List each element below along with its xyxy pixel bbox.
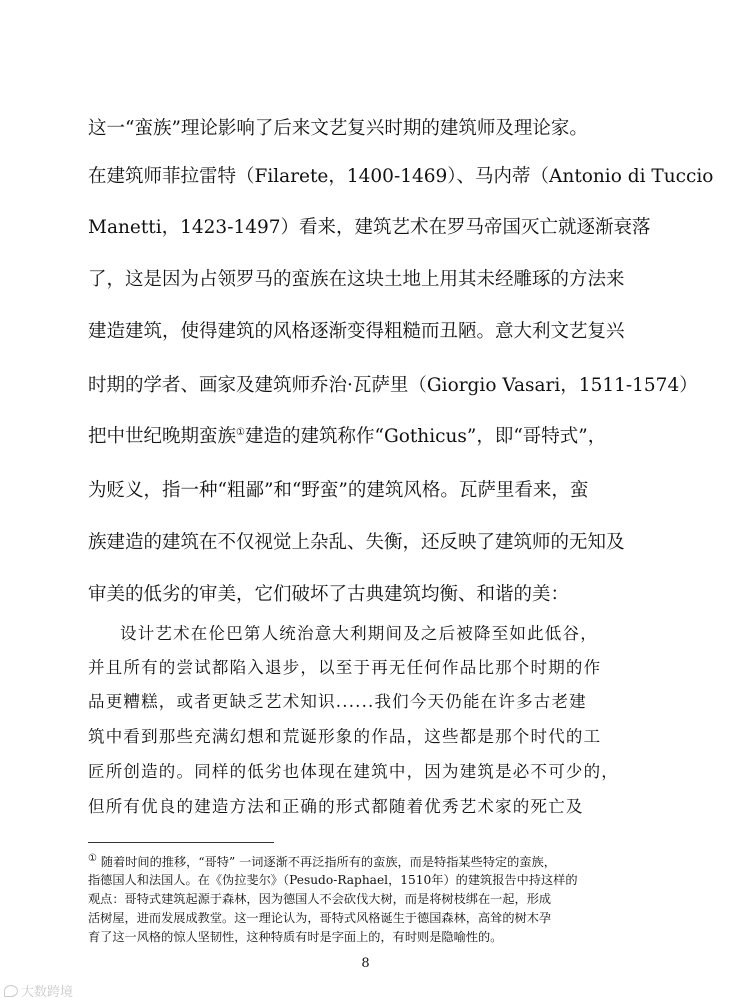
quote-line: 并且所有的尝试都陷入退步，以至于再无任何作品比那个时期的作 bbox=[88, 658, 602, 677]
footnote-line: 育了这一风格的惊人坚韧性，这种特质有时是字面上的，有时则是隐喻性的。 bbox=[88, 930, 503, 944]
body-line bbox=[88, 427, 634, 447]
body-line: Manetti，1423-1497）看来，建筑艺术在罗马帝国灭亡就逐渐衰落 bbox=[88, 217, 651, 238]
body-line: 建造建筑，使得建筑的风格逐渐变得粗糙而丑陋。意大利文艺复兴 bbox=[88, 321, 625, 342]
quote-line: 但所有优良的建造方法和正确的形式都随着优秀艺术家的死亡及 bbox=[88, 797, 584, 816]
footnote-line: 指德国人和法国人。在《伪拉斐尔》（Pesudo-Raphael，1510年）的建筑报告中持这样的 bbox=[88, 873, 578, 887]
quote-line: 设计艺术在伦巴第人统治意大利期间及之后被降至如此低谷， bbox=[120, 624, 598, 643]
body-line: 在建筑师菲拉雷特（Filarete，1400-1469）、马内蒂（Antonio di Tuccio bbox=[88, 166, 714, 187]
footnote-line bbox=[88, 854, 648, 870]
page-number: 8 bbox=[361, 956, 370, 971]
footnote-marker: ① bbox=[236, 426, 245, 438]
body-line: 时期的学者、画家及建筑师乔治·瓦萨里（Giorgio Vasari，1511-1574） bbox=[88, 375, 698, 396]
footnote-marker: ① bbox=[88, 852, 97, 864]
footnote-divider bbox=[88, 842, 274, 843]
body-line-part: 建造的建筑称作“Gothicus”，即“哥特式”， bbox=[244, 426, 607, 447]
body-line-part: 把中世纪晚期蛮族 bbox=[88, 426, 237, 447]
quote-line: 匠所创造的。同样的低劣也体现在建筑中，因为建筑是必不可少的， bbox=[88, 762, 619, 781]
footnote-line: 观点：哥特式建筑起源于森林，因为德国人不会砍伐大树，而是将树枝绑在一起，形成 bbox=[88, 892, 552, 906]
quote-line: 筑中看到那些充满幻想和荒诞形象的作品，这些都是那个时代的工 bbox=[88, 727, 602, 746]
footnote-text: 随着时间的推移，“哥特” 一词逐渐不再泛指所有的蛮族，而是特指某些特定的蛮族， bbox=[100, 855, 556, 869]
body-line: 了，这是因为占领罗马的蛮族在这块土地上用其未经雕琢的方法来 bbox=[88, 269, 625, 290]
quote-line: 品更糟糕，或者更缺乏艺术知识......我们今天仍能在许多古老建 bbox=[88, 692, 587, 711]
watermark-text: 大数跨境 bbox=[21, 985, 74, 1000]
body-line: 这一“蛮族”理论影响了后来文艺复兴时期的建筑师及理论家。 bbox=[88, 118, 588, 139]
watermark bbox=[4, 981, 73, 1000]
footnote-line: 活树屋，进而发展成教堂。这一理论认为，哥特式风格诞生于德国森林，高耸的树木孕 bbox=[88, 911, 552, 925]
chat-bubble-icon bbox=[4, 985, 18, 997]
body-line: 族建造的建筑在不仅视觉上杂乱、失衡，还反映了建筑师的无知及 bbox=[88, 532, 625, 553]
body-line: 审美的低劣的审美，它们破坏了古典建筑均衡、和谐的美： bbox=[88, 584, 570, 605]
body-line: 为贬义，指一种“粗鄙”和“野蛮”的建筑风格。瓦萨里看来，蛮 bbox=[88, 480, 589, 501]
